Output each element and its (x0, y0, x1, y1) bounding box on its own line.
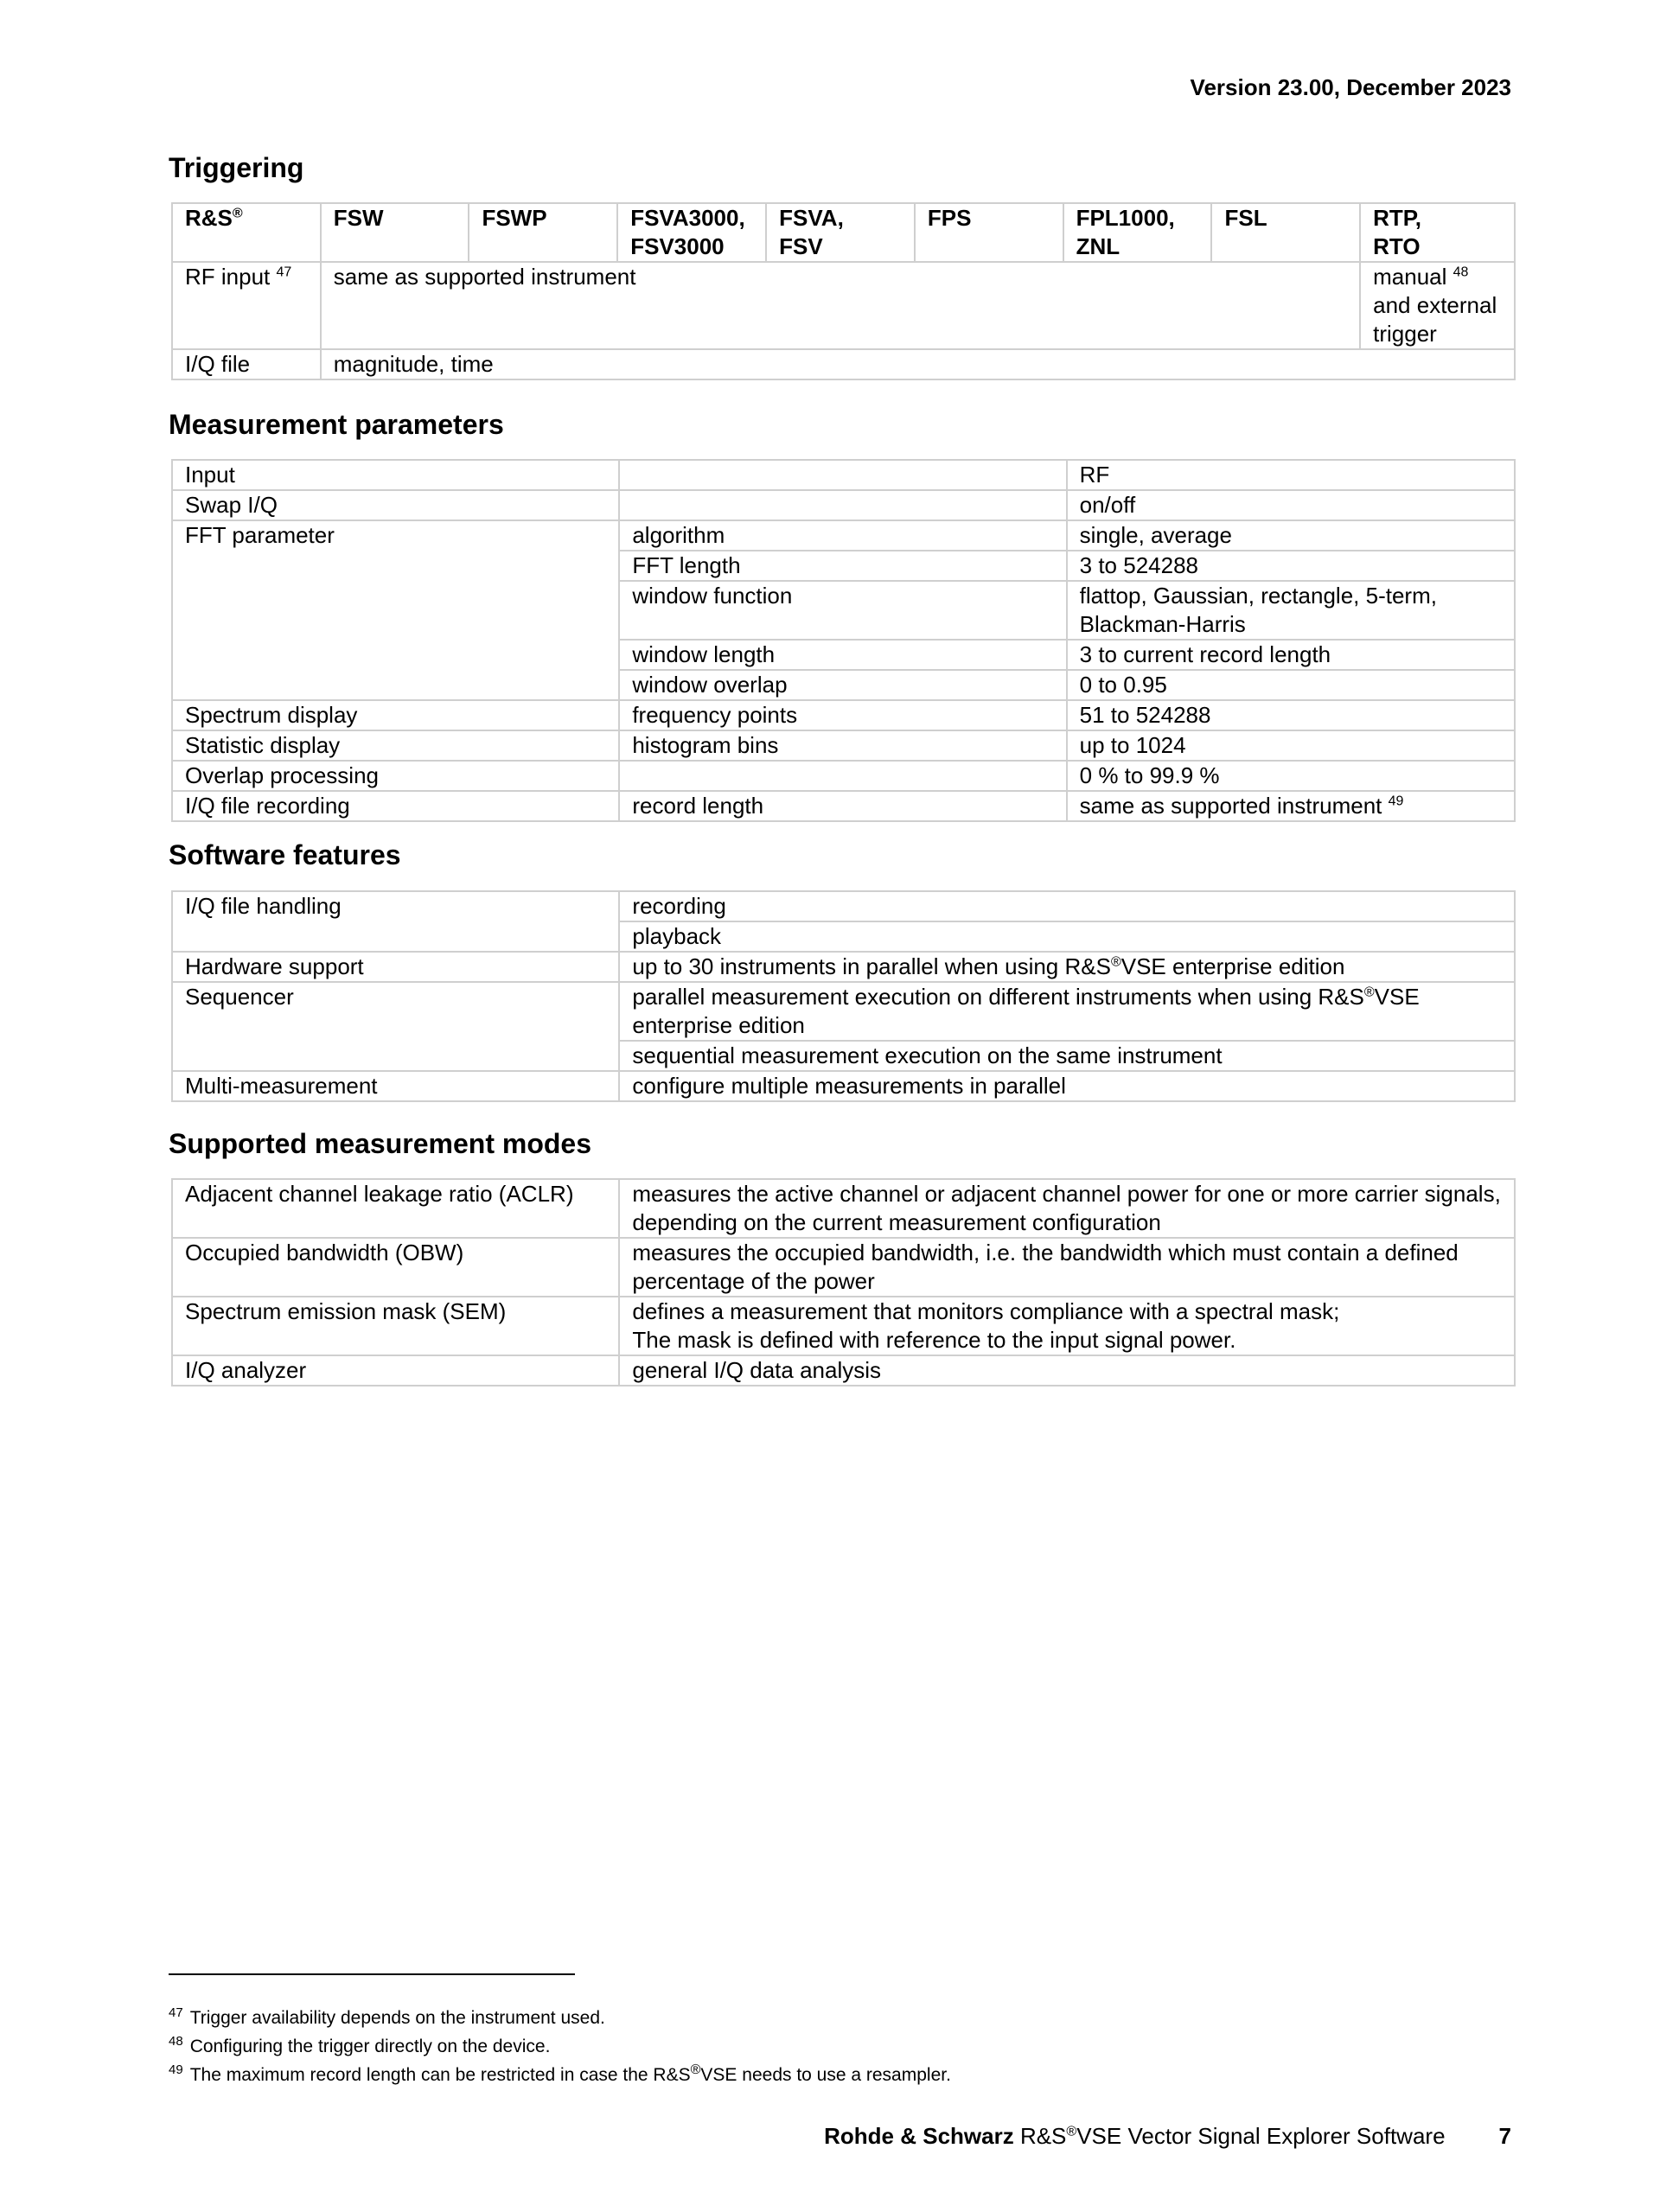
footnote-divider (169, 1973, 575, 1975)
table-row (172, 700, 1515, 730)
table-row (172, 1179, 1515, 1238)
table-cell: frequency points (619, 700, 1066, 730)
table-cell: I/Q analyzer (172, 1355, 619, 1386)
table-cell: Hardware support (172, 952, 619, 982)
table-cell: general I/Q data analysis (619, 1355, 1515, 1386)
footer-product: R&S®VSE Vector Signal Explorer Software (1013, 2123, 1446, 2149)
table-cell: I/Q file recording (172, 791, 619, 821)
table-cell: parallel measurement execution on different instruments when using R&S®VSE enterprise edition (619, 982, 1515, 1041)
table-cell: flattop, Gaussian, rectangle, 5-term, Blackman-Harris (1067, 581, 1515, 640)
table-cell: Input (172, 460, 619, 490)
table-cell: I/Q file (172, 349, 321, 379)
table-cell: Overlap processing (172, 761, 619, 791)
table-cell (619, 490, 1066, 520)
table-cell: on/off (1067, 490, 1515, 520)
table-row (172, 1355, 1515, 1386)
table-cell: Swap I/Q (172, 490, 619, 520)
table-cell: window length (619, 640, 1066, 670)
table-cell: single, average (1067, 520, 1515, 551)
footnote: $^{48}$ Configuring the trigger directly on the device. (169, 2034, 551, 2056)
table-cell: recording (619, 891, 1515, 921)
table-cell: Occupied bandwidth (OBW) (172, 1238, 619, 1297)
table-cell: window function (619, 581, 1066, 640)
table-cell: 51 to 524288 (1067, 700, 1515, 730)
triggering-table (171, 202, 1516, 380)
measurement-table (171, 459, 1516, 822)
modes-heading: Supported measurement modes (169, 1128, 591, 1159)
table-row (172, 1071, 1515, 1101)
footnotes (169, 2004, 951, 2089)
table-row (172, 490, 1515, 520)
header-cell: FPS (915, 203, 1063, 262)
footnote: $^{49}$ The maximum record length can be restricted in case the R&S®VSE needs to use a resampler. (169, 2062, 951, 2085)
table-row (172, 891, 1515, 921)
header-cell: FSVA, FSV (766, 203, 915, 262)
table-cell: Spectrum display (172, 700, 619, 730)
page-number: 7 (1498, 2123, 1511, 2149)
page-footer (824, 2123, 1511, 2150)
table-cell: FFT parameter (172, 520, 619, 700)
table-cell: same as supported instrument $^{49}$ (1067, 791, 1515, 821)
table-cell: up to 30 instruments in parallel when using R&S®VSE enterprise edition (619, 952, 1515, 982)
table-cell: Adjacent channel leakage ratio (ACLR) (172, 1179, 619, 1238)
header-cell: FSL (1211, 203, 1360, 262)
table-row (172, 952, 1515, 982)
table-cell: I/Q file handling (172, 891, 619, 952)
table-cell: defines a measurement that monitors compliance with a spectral mask; The mask is defined with reference to the input signal power. (619, 1297, 1515, 1355)
table-cell: same as supported instrument (321, 262, 1360, 349)
table-row (172, 1238, 1515, 1297)
table-cell (619, 460, 1066, 490)
table-row (172, 730, 1515, 761)
table-cell: magnitude, time (321, 349, 1515, 379)
table-cell: algorithm (619, 520, 1066, 551)
table-row (172, 460, 1515, 490)
table-cell: Statistic display (172, 730, 619, 761)
footer-company: Rohde & Schwarz (824, 2123, 1014, 2149)
table-cell: Sequencer (172, 982, 619, 1071)
table-cell: Multi-measurement (172, 1071, 619, 1101)
table-row (172, 982, 1515, 1041)
measurement-heading: Measurement parameters (169, 409, 504, 440)
table-cell: playback (619, 921, 1515, 952)
table-cell: RF (1067, 460, 1515, 490)
table-cell: record length (619, 791, 1066, 821)
table-cell: 0 % to 99.9 % (1067, 761, 1515, 791)
software-table (171, 890, 1516, 1102)
table-cell (619, 761, 1066, 791)
table-cell: up to 1024 (1067, 730, 1515, 761)
table-cell: FFT length (619, 551, 1066, 581)
table-row (172, 520, 1515, 551)
table-cell: window overlap (619, 670, 1066, 700)
table-cell: sequential measurement execution on the same instrument (619, 1041, 1515, 1071)
table-row (172, 1297, 1515, 1355)
header-cell: R&S® (172, 203, 321, 262)
version-header: Version 23.00, December 2023 (1190, 74, 1511, 100)
modes-table (171, 1178, 1516, 1386)
table-cell: Spectrum emission mask (SEM) (172, 1297, 619, 1355)
table-cell: 3 to 524288 (1067, 551, 1515, 581)
software-heading: Software features (169, 839, 401, 870)
header-cell: RTP, RTO (1360, 203, 1515, 262)
header-cell: FPL1000, ZNL (1063, 203, 1212, 262)
table-row (172, 791, 1515, 821)
header-cell: FSVA3000, FSV3000 (617, 203, 766, 262)
table-cell: histogram bins (619, 730, 1066, 761)
table-row (172, 349, 1515, 379)
table-cell: 0 to 0.95 (1067, 670, 1515, 700)
table-row (172, 203, 1515, 262)
table-cell: 3 to current record length (1067, 640, 1515, 670)
table-cell: configure multiple measurements in parallel (619, 1071, 1515, 1101)
table-cell: measures the occupied bandwidth, i.e. the bandwidth which must contain a defined percentage of the power (619, 1238, 1515, 1297)
table-cell: RF input $^{47}$ (172, 262, 321, 349)
header-cell: FSW (321, 203, 469, 262)
triggering-heading: Triggering (169, 152, 304, 183)
table-cell: manual $^{48}$ and external trigger (1360, 262, 1515, 349)
footnote: $^{47}$ Trigger availability depends on the instrument used. (169, 2005, 605, 2028)
table-row (172, 262, 1515, 349)
header-cell: FSWP (469, 203, 617, 262)
table-row (172, 761, 1515, 791)
table-cell: measures the active channel or adjacent channel power for one or more carrier signals, depending on the current measurement configuration (619, 1179, 1515, 1238)
